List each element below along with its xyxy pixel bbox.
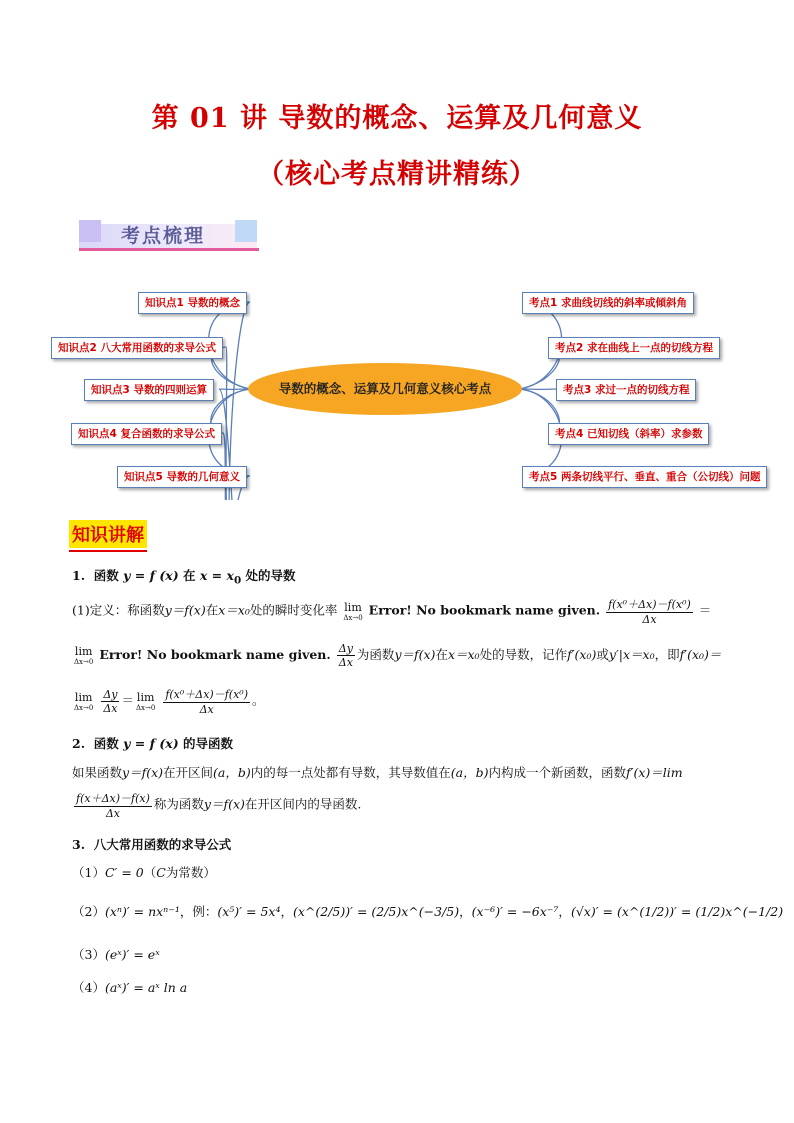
mindmap-right-1: 考点1 求曲线切线的斜率或倾斜角 (522, 292, 694, 314)
mindmap-right-3: 考点3 求过一点的切线方程 (556, 379, 696, 401)
formula-2: （2）(xⁿ)′ = nxⁿ⁻¹，例：(x⁵)′ = 5x⁴，(x^(2/5))′ = (2/5)x^(−3/5)，(x⁻⁶)′ = −6x⁻⁷，(√x)′ = (x^(1/2))′ = (1/2)x^(−1/2) (72, 904, 784, 919)
formula-4: （4）(aˣ)′ = aˣ ln a (72, 980, 188, 995)
derivative-function-paragraph-1: 如果函数y＝f(x)在开区间(a，b)内的每一点处都有导数，其导数值在(a，b)内构成一个新函数，函数f′(x)＝lim (72, 765, 683, 780)
formula-1: （1）C′ = 0（C为常数） (72, 865, 216, 880)
definition-line-1: (1)定义：称函数y＝f(x)在x＝x₀处的瞬时变化率 lim Δx→0 Error! No bookmark name given. $\frac{\text{f(x⁰＋Δx)－f(x⁰)}}{\Delta x}$ ＝ (72, 598, 712, 626)
banner-label: 考点梳理 (121, 225, 206, 247)
mindmap-left-5: 知识点5 导数的几何意义 (117, 466, 247, 488)
mindmap-left-4: 知识点4 复合函数的求导公式 (71, 423, 222, 445)
mindmap-left-2: 知识点2 八大常用函数的求导公式 (51, 337, 223, 359)
mindmap-left-1: 知识点1 导数的概念 (138, 292, 247, 314)
mindmap-right-2: 考点2 求在曲线上一点的切线方程 (548, 337, 720, 359)
heading-2: 2. 函数 y = f (x) 的导函数 (72, 736, 233, 751)
section-banner (79, 218, 257, 248)
heading-3: 3. 八大常用函数的求导公式 (72, 837, 232, 852)
mindmap-center: 导数的概念、运算及几何意义核心考点 (248, 363, 522, 415)
derivative-function-paragraph-2: $\frac{f(x+\Delta x)-f(x)}{\Delta x}$ 称为函数y＝f(x)在开区间内的导函数. (76, 792, 362, 820)
mindmap-right-5: 考点5 两条切线平行、垂直、重合（公切线）问题 (522, 466, 767, 488)
mindmap-left-3: 知识点3 导数的四则运算 (84, 379, 214, 401)
definition-line-3: lim Δx→0 $\frac{\Delta y}{\Delta x}$ ＝ lim Δx→0 $\frac{\text{f(x⁰＋Δx)－f(x⁰)}}{\Delta x}$ 。 (74, 687, 265, 716)
page-subtitle: （核心考点精讲精练） (257, 159, 537, 190)
mindmap-right-4: 考点4 已知切线（斜率）求参数 (548, 423, 709, 445)
section-heading: 知识讲解 (69, 520, 147, 548)
page-title: 第 01 讲 导数的概念、运算及几何意义 (151, 103, 643, 134)
heading-1: 1. 函数 y = f (x) 在 $x = x_0$ 处的导数 (72, 568, 296, 587)
definition-line-2: lim Δx→0 Error! No bookmark name given. $\frac{\Delta y}{\Delta x}$ 为函数y＝f(x)在x＝x₀处的导数，记作f′(x₀)或y′|x＝x₀，即f′(x₀)＝ (74, 642, 722, 669)
formula-3: （3）(eˣ)′ = eˣ (72, 947, 160, 962)
